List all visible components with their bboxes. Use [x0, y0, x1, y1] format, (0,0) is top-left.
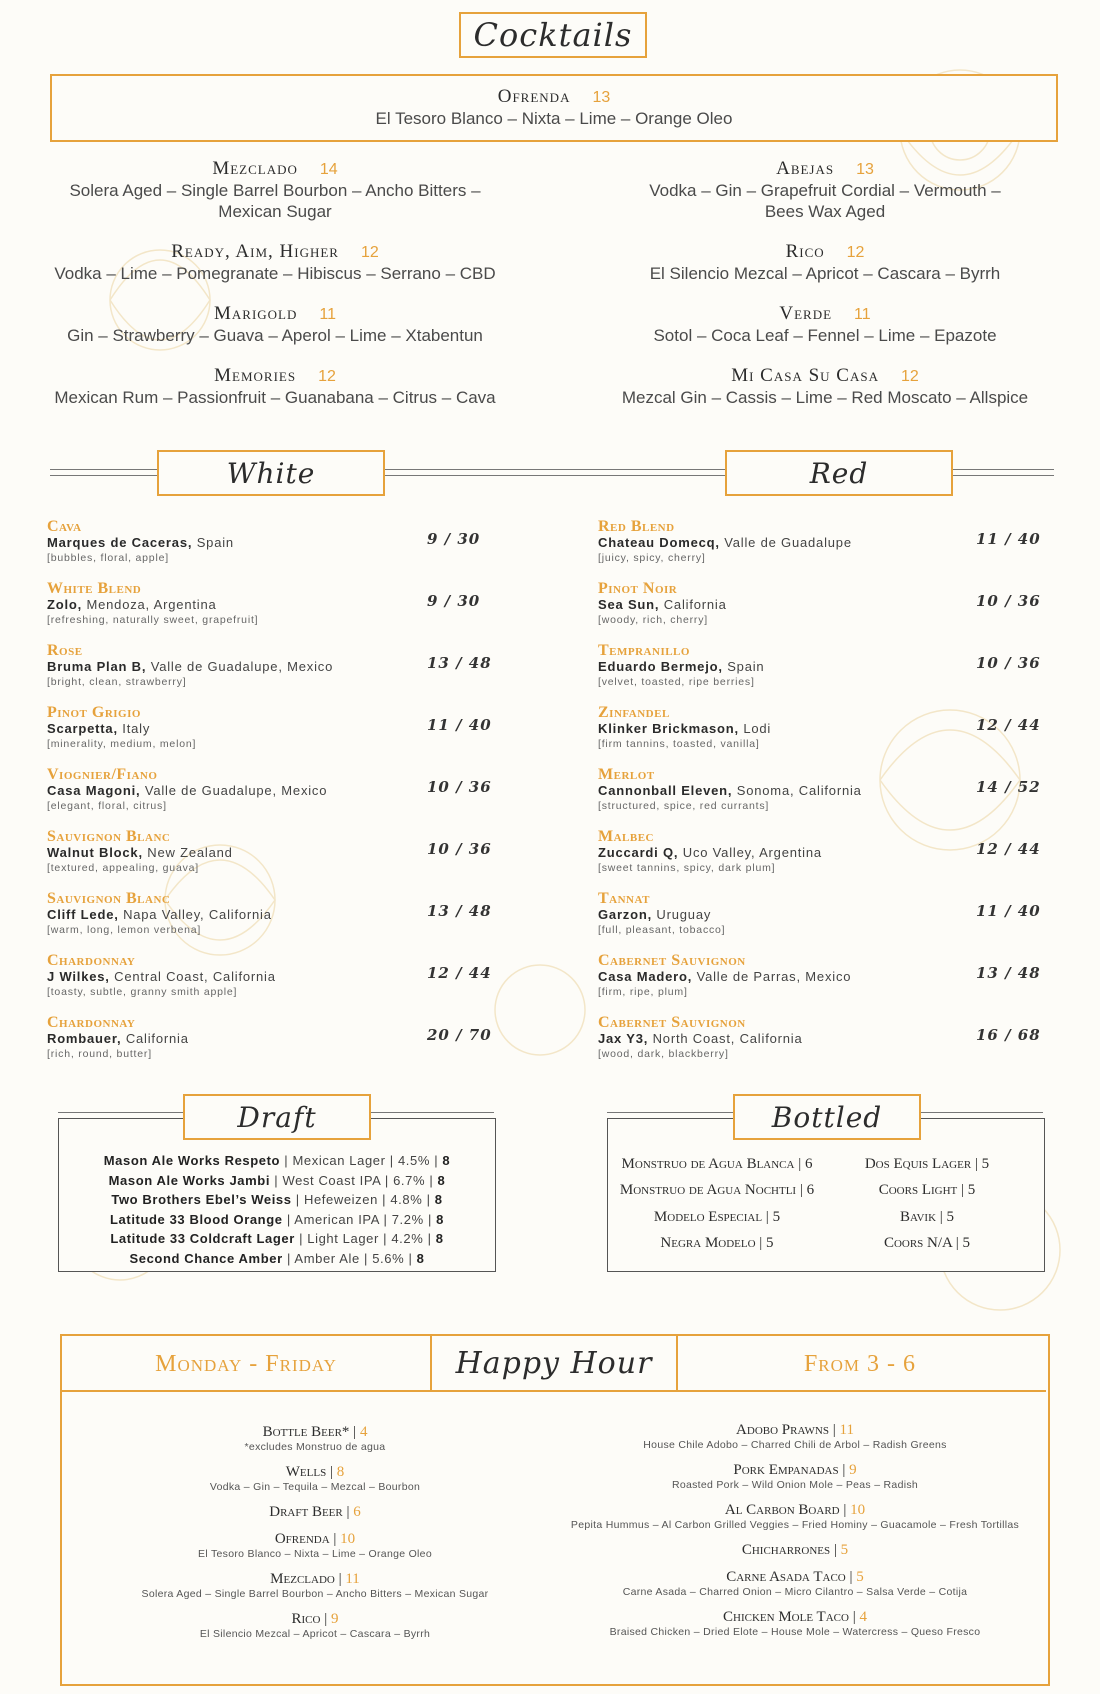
wine-producer: Marques de Caceras, — [47, 535, 193, 550]
cocktail-ingredients: Gin – Strawberry – Guava – Aperol – Lime – Xtabentun — [67, 326, 483, 345]
cocktail-item — [50, 365, 500, 408]
draft-box — [58, 1118, 496, 1272]
happy-hour-item: Chicharrones | 5 — [741, 1542, 849, 1558]
white-wine-title: White — [157, 450, 385, 496]
featured-cocktail — [50, 74, 1058, 142]
cocktail-item — [600, 303, 1050, 346]
bottled-box — [607, 1118, 1045, 1272]
wine-varietal: Tannat — [598, 890, 650, 907]
wine-item — [47, 890, 527, 950]
wine-producer: J Wilkes, — [47, 969, 110, 984]
wine-origin: Valle de Guadalupe, Mexico — [144, 783, 328, 798]
cocktail-item — [600, 158, 1050, 222]
cocktail-price: 13 — [592, 89, 611, 106]
bottled-item: Monstruo de Agua Nochtli | 6 — [619, 1182, 815, 1198]
wine-producer: Bruma Plan B, — [47, 659, 147, 674]
wine-price: 9 / 30 — [427, 530, 481, 548]
cocktail-ingredients: Mezcal Gin – Cassis – Lime – Red Moscato – Allspice — [621, 388, 1029, 407]
bottled-title: Bottled — [733, 1094, 921, 1140]
wine-varietal: Malbec — [598, 828, 654, 845]
cocktail-ingredients: Vodka – Lime – Pomegranate – Hibiscus – Serrano – CBD — [54, 264, 496, 283]
wine-producer: Chateau Domecq, — [598, 535, 720, 550]
bottled-item: Coors N/A | 5 — [883, 1235, 971, 1251]
wine-price: 13 / 48 — [976, 964, 1041, 982]
wine-origin: Spain — [727, 659, 765, 674]
wine-origin: Lodi — [743, 721, 772, 736]
cocktail-name: Mezclado — [212, 158, 298, 179]
cocktail-ingredients: Solera Aged – Single Barrel Bourbon – Ancho Bitters – — [69, 181, 481, 200]
wine-item — [47, 642, 527, 702]
wine-varietal: Chardonnay — [47, 1014, 136, 1031]
wine-price: 13 / 48 — [427, 654, 492, 672]
wine-origin: Spain — [196, 535, 234, 550]
wine-price: 11 / 40 — [427, 716, 492, 734]
wine-origin: Sonoma, California — [736, 783, 862, 798]
wine-notes: [minerality, medium, melon] — [47, 738, 197, 750]
wine-producer: Klinker Brickmason, — [598, 721, 739, 736]
wine-varietal: Pinot Grigio — [47, 704, 141, 721]
wine-producer: Eduardo Bermejo, — [598, 659, 723, 674]
cocktail-price: 12 — [360, 244, 379, 261]
wine-origin: Central Coast, California — [114, 969, 276, 984]
cocktail-name: Mi Casa Su Casa — [731, 365, 879, 386]
wine-item — [47, 518, 527, 578]
wine-item — [598, 828, 1078, 888]
wine-varietal: Viognier/Fiano — [47, 766, 158, 783]
happy-hour-item: Al Carbon Board | 10 Pepita Hummus – Al Carbon Grilled Veggies – Fried Hominy – Guacamole – Fresh Tortillas — [570, 1502, 1020, 1531]
cocktail-name: Rico — [785, 241, 825, 262]
wine-item — [598, 952, 1078, 1012]
wine-price: 16 / 68 — [976, 1026, 1041, 1044]
cocktail-ingredients: Mexican Sugar — [218, 202, 332, 221]
wine-producer: Zuccardi Q, — [598, 845, 679, 860]
bottled-item: Modelo Especial | 5 — [653, 1209, 781, 1225]
wine-notes: [rich, round, butter] — [47, 1048, 152, 1060]
cocktail-ingredients: Bees Wax Aged — [764, 202, 886, 221]
wine-producer: Walnut Block, — [47, 845, 143, 860]
wine-price: 11 / 40 — [976, 530, 1041, 548]
happy-hour-item: Bottle Beer* | 4 *excludes Monstruo de agua — [244, 1424, 386, 1453]
cocktail-price: 11 — [854, 306, 871, 323]
wine-producer: Cliff Lede, — [47, 907, 119, 922]
wine-varietal: Cava — [47, 518, 82, 535]
wine-item — [47, 704, 527, 764]
wine-item — [598, 580, 1078, 640]
cocktail-name: Memories — [214, 365, 297, 386]
wine-notes: [velvet, toasted, ripe berries] — [598, 676, 755, 688]
wine-notes: [bubbles, floral, apple] — [47, 552, 169, 564]
wine-item — [598, 642, 1078, 702]
wine-notes: [firm, ripe, plum] — [598, 986, 688, 998]
wine-notes: [juicy, spicy, cherry] — [598, 552, 706, 564]
wine-price: 10 / 36 — [976, 654, 1041, 672]
wine-origin: Italy — [122, 721, 151, 736]
cocktail-ingredients: Sotol – Coca Leaf – Fennel – Lime – Epazote — [653, 326, 997, 345]
wine-varietal: Tempranillo — [598, 642, 690, 659]
wine-producer: Rombauer, — [47, 1031, 122, 1046]
wine-notes: [textured, appealing, guava] — [47, 862, 199, 874]
wine-origin: California — [125, 1031, 189, 1046]
happy-hour-item: Pork Empanadas | 9 Roasted Pork – Wild Onion Mole – Peas – Radish — [671, 1462, 919, 1491]
wine-origin: Valle de Guadalupe — [724, 535, 852, 550]
wine-varietal: Chardonnay — [47, 952, 136, 969]
wine-varietal: Merlot — [598, 766, 655, 783]
cocktail-ingredients: El Silencio Mezcal – Apricot – Cascara – Byrrh — [649, 264, 1001, 283]
wine-item — [598, 890, 1078, 950]
wine-varietal: Pinot Noir — [598, 580, 678, 597]
happy-hour-title: Happy Hour — [430, 1334, 678, 1392]
wine-item — [47, 1014, 527, 1074]
wine-notes: [woody, rich, cherry] — [598, 614, 708, 626]
wine-notes: [toasty, subtle, granny smith apple] — [47, 986, 238, 998]
wine-producer: Zolo, — [47, 597, 83, 612]
draft-item: Mason Ale Works Jambi | West Coast IPA | 6.7% | 8 — [108, 1172, 446, 1188]
cocktail-item — [600, 365, 1050, 408]
draft-title: Draft — [183, 1094, 371, 1140]
wine-notes: [bright, clean, strawberry] — [47, 676, 187, 688]
wine-notes: [structured, spice, red currants] — [598, 800, 770, 812]
happy-hour-item: Adobo Prawns | 11 House Chile Adobo – Charred Chili de Arbol – Radish Greens — [643, 1422, 947, 1451]
bottled-item: Bavik | 5 — [899, 1209, 955, 1225]
wine-price: 14 / 52 — [976, 778, 1041, 796]
wine-notes: [full, pleasant, tobacco] — [598, 924, 726, 936]
happy-hour-item: Mezclado | 11 Solera Aged – Single Barrel Bourbon – Ancho Bitters – Mexican Sugar — [141, 1571, 489, 1600]
cocktail-name: Marigold — [214, 303, 298, 324]
cocktails-title: Cocktails — [459, 12, 647, 58]
bottled-item: Negra Modelo | 5 — [660, 1235, 774, 1251]
wine-price: 10 / 36 — [427, 778, 492, 796]
cocktail-name: Verde — [779, 303, 833, 324]
wine-varietal: White Blend — [47, 580, 142, 597]
cocktail-ingredients: Mexican Rum – Passionfruit – Guanabana – Citrus – Cava — [54, 388, 496, 407]
bottled-item: Dos Equis Lager | 5 — [864, 1156, 990, 1172]
wine-origin: New Zealand — [147, 845, 233, 860]
wine-notes: [elegant, floral, citrus] — [47, 800, 167, 812]
cocktail-item — [50, 303, 500, 346]
wine-producer: Garzon, — [598, 907, 652, 922]
wine-price: 12 / 44 — [976, 716, 1041, 734]
happy-hour-item: Draft Beer | 6 — [269, 1504, 361, 1520]
cocktail-item — [600, 241, 1050, 284]
wine-price: 10 / 36 — [976, 592, 1041, 610]
wine-price: 20 / 70 — [427, 1026, 492, 1044]
wine-item — [598, 766, 1078, 826]
draft-item: Two Brothers Ebel’s Weiss | Hefeweizen | 4.8% | 8 — [111, 1192, 443, 1207]
red-wine-title: Red — [725, 450, 953, 496]
bottled-item: Monstruo de Agua Blanca | 6 — [621, 1156, 813, 1172]
cocktail-name: Ready, Aim, Higher — [171, 241, 339, 262]
wine-item — [598, 704, 1078, 764]
wine-item — [47, 580, 527, 640]
wine-origin: California — [663, 597, 727, 612]
wine-origin: Uco Valley, Argentina — [682, 845, 822, 860]
wine-origin: Valle de Guadalupe, Mexico — [150, 659, 334, 674]
wine-origin: North Coast, California — [652, 1031, 803, 1046]
wine-item — [598, 1014, 1078, 1074]
wine-producer: Sea Sun, — [598, 597, 660, 612]
wine-producer: Casa Madero, — [598, 969, 693, 984]
wine-price: 13 / 48 — [427, 902, 492, 920]
happy-hour-item: Rico | 9 El Silencio Mezcal – Apricot – Cascara – Byrrh — [199, 1611, 431, 1640]
happy-hour-item: Chicken Mole Taco | 4 Braised Chicken – Dried Elote – House Mole – Watercress – Queso Fresco — [609, 1609, 981, 1638]
wine-price: 11 / 40 — [976, 902, 1041, 920]
cocktail-price: 12 — [318, 368, 336, 385]
cocktail-name: Ofrenda — [497, 86, 571, 107]
wine-notes: [warm, long, lemon verbena] — [47, 924, 202, 936]
wine-item — [47, 828, 527, 888]
wine-producer: Scarpetta, — [47, 721, 118, 736]
wine-varietal: Sauvignon Blanc — [47, 890, 171, 907]
wine-item — [47, 952, 527, 1012]
cocktail-item — [50, 158, 500, 222]
wine-varietal: Red Blend — [598, 518, 675, 535]
wine-varietal: Cabernet Sauvignon — [598, 1014, 746, 1031]
happy-hour-item: Ofrenda | 10 El Tesoro Blanco – Nixta – Lime – Orange Oleo — [198, 1531, 432, 1560]
draft-item: Mason Ale Works Respeto | Mexican Lager | 4.5% | 8 — [103, 1153, 451, 1168]
wine-item — [47, 766, 527, 826]
wine-notes: [refreshing, naturally sweet, grapefruit] — [47, 614, 259, 626]
wine-price: 12 / 44 — [976, 840, 1041, 858]
wine-notes: [wood, dark, blackberry] — [598, 1048, 729, 1060]
happy-hour-item: Wells | 8 Vodka – Gin – Tequila – Mezcal – Bourbon — [209, 1464, 421, 1493]
cocktail-price: 14 — [319, 161, 338, 178]
wine-notes: [sweet tannins, spicy, dark plum] — [598, 862, 776, 874]
wine-origin: Valle de Parras, Mexico — [696, 969, 852, 984]
wine-origin: Napa Valley, California — [123, 907, 272, 922]
cocktail-price: 12 — [846, 244, 865, 261]
wine-varietal: Cabernet Sauvignon — [598, 952, 746, 969]
cocktail-item — [50, 241, 500, 284]
wine-price: 10 / 36 — [427, 840, 492, 858]
cocktail-price: 11 — [319, 306, 336, 323]
wine-origin: Mendoza, Argentina — [86, 597, 217, 612]
wine-varietal: Sauvignon Blanc — [47, 828, 171, 845]
wine-varietal: Rose — [47, 642, 83, 659]
cocktail-ingredients: El Tesoro Blanco – Nixta – Lime – Orange Oleo — [375, 109, 733, 128]
wine-producer: Jax Y3, — [598, 1031, 649, 1046]
wine-price: 12 / 44 — [427, 964, 492, 982]
cocktail-name: Abejas — [776, 158, 835, 179]
happy-hour-time: From 3 - 6 — [803, 1350, 917, 1377]
draft-item: Latitude 33 Coldcraft Lager | Light Lager | 4.2% | 8 — [110, 1231, 444, 1246]
cocktail-price: 12 — [901, 368, 919, 385]
cocktail-ingredients: Vodka – Gin – Grapefruit Cordial – Vermouth – — [649, 181, 1001, 200]
wine-varietal: Zinfandel — [598, 704, 670, 721]
wine-producer: Cannonball Eleven, — [598, 783, 733, 798]
draft-item: Latitude 33 Blood Orange | American IPA | 7.2% | 8 — [110, 1211, 444, 1227]
wine-price: 9 / 30 — [427, 592, 481, 610]
happy-hour-days: Monday - Friday — [155, 1350, 337, 1377]
cocktail-price: 13 — [856, 161, 874, 178]
wine-notes: [firm tannins, toasted, vanilla] — [598, 738, 760, 750]
happy-hour-item: Carne Asada Taco | 5 Carne Asada – Charred Onion – Micro Cilantro – Salsa Verde – Cotija — [622, 1569, 968, 1598]
wine-item — [598, 518, 1078, 578]
wine-producer: Casa Magoni, — [47, 783, 141, 798]
wine-origin: Uruguay — [656, 907, 712, 922]
draft-item: Second Chance Amber | Amber Ale | 5.6% | 8 — [129, 1250, 425, 1266]
bottled-item: Coors Light | 5 — [878, 1182, 976, 1198]
